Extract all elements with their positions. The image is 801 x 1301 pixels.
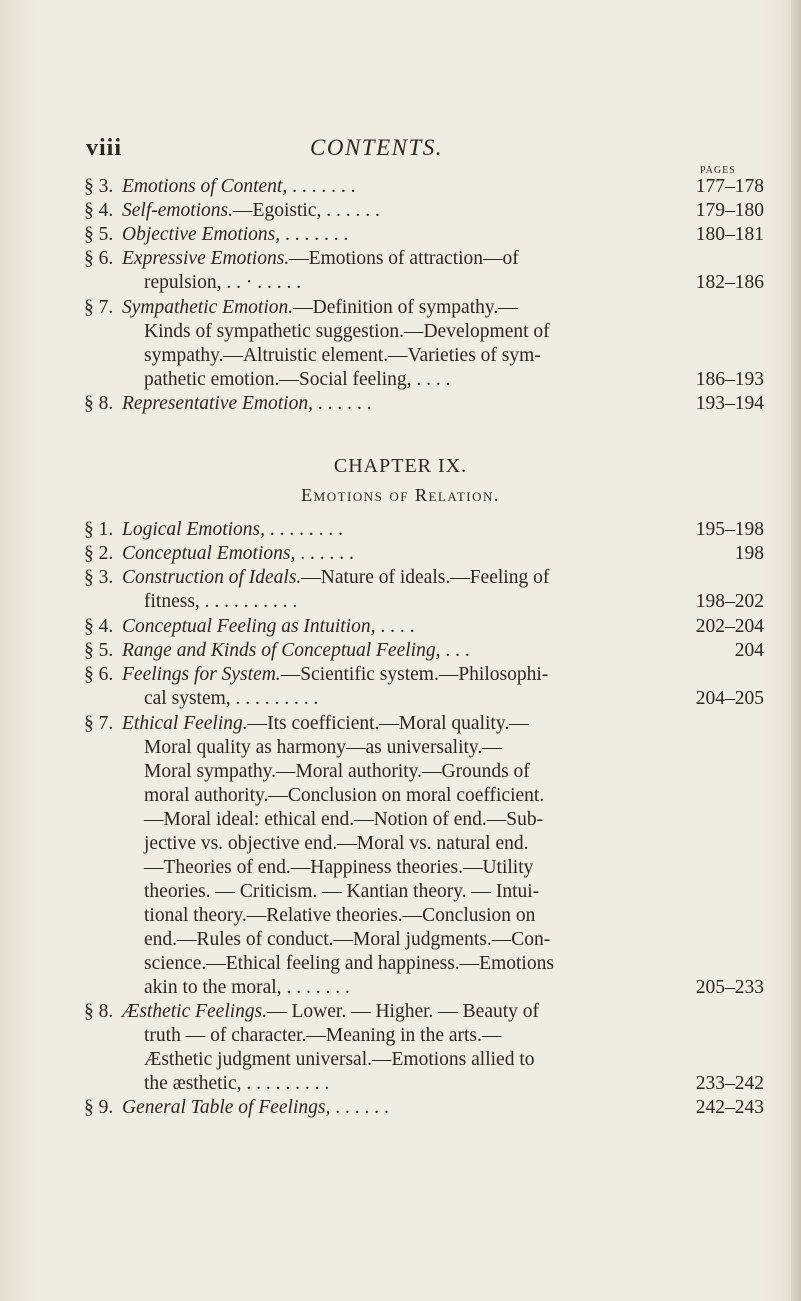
section-number: § 3. bbox=[84, 176, 114, 197]
section-number: § 4. bbox=[84, 616, 114, 637]
entry-description: —Scientific system.—Philosophi- bbox=[280, 664, 549, 685]
entry-text bbox=[122, 713, 692, 735]
entry-description: —Egoistic, bbox=[233, 200, 322, 221]
entry-title: Feelings for System. bbox=[122, 664, 281, 685]
entry-text bbox=[122, 519, 692, 541]
entry-continuation: jective vs. objective end.—Moral vs. natural end. bbox=[144, 833, 529, 854]
page-range: 180–181 bbox=[695, 224, 764, 245]
page-range: 202–204 bbox=[695, 616, 764, 637]
page-range: 186–193 bbox=[695, 369, 764, 390]
leader-dots: . . . . . . . . bbox=[269, 519, 344, 540]
entry-text bbox=[122, 224, 692, 246]
entry-continuation: sympathy.—Altruistic element.—Varieties of sym- bbox=[144, 345, 541, 366]
leader-dots: . . . . . . . bbox=[285, 224, 349, 245]
leader-dots: . . . . . . bbox=[335, 1097, 389, 1118]
page-range: 198 bbox=[734, 543, 764, 564]
page-range: 204–205 bbox=[695, 688, 764, 709]
entry-text bbox=[122, 200, 692, 222]
entry-text bbox=[122, 1001, 692, 1023]
entry-text bbox=[122, 248, 692, 270]
entry-title: Self-emotions. bbox=[122, 200, 234, 221]
entry-continuation: repulsion, . . · . . . . . bbox=[144, 272, 302, 293]
entry-description: —Its coefficient.—Moral quality.— bbox=[247, 713, 529, 734]
page-range: 182–186 bbox=[695, 272, 764, 293]
page-range: 233–242 bbox=[695, 1073, 764, 1094]
entry-text bbox=[122, 393, 692, 415]
section-number: § 8. bbox=[84, 1001, 114, 1022]
section-number: § 2. bbox=[84, 543, 114, 564]
pages-column-label: PAGES bbox=[700, 165, 736, 176]
page-range: 242–243 bbox=[695, 1097, 764, 1118]
entry-description: —Emotions of attraction—of bbox=[289, 248, 519, 269]
chapter-heading: CHAPTER IX. bbox=[333, 455, 468, 477]
page-range: 205–233 bbox=[695, 977, 764, 998]
entry-continuation: end.—Rules of conduct.—Moral judgments.—Con- bbox=[144, 929, 551, 950]
entry-title: Conceptual Emotions, bbox=[122, 543, 296, 564]
entry-title: Objective Emotions, bbox=[122, 224, 281, 245]
entry-continuation: Moral sympathy.—Moral authority.—Grounds of bbox=[144, 761, 530, 782]
section-number: § 6. bbox=[84, 664, 114, 685]
entry-title: Expressive Emotions. bbox=[122, 248, 290, 269]
page-range: 195–198 bbox=[695, 519, 764, 540]
page-range: 204 bbox=[734, 640, 764, 661]
section-number: § 5. bbox=[84, 224, 114, 245]
entry-continuation: theories. — Criticism. — Kantian theory. — Intui- bbox=[144, 881, 540, 902]
entry-continuation: pathetic emotion.—Social feeling, . . . . bbox=[144, 369, 451, 390]
entry-description: —Nature of ideals.—Feeling of bbox=[301, 567, 550, 588]
leader-dots: . . . . . . . . . bbox=[246, 1073, 330, 1094]
entry-title: Sympathetic Emotion. bbox=[122, 297, 294, 318]
leader-dots: . . . . . . bbox=[317, 393, 372, 414]
entry-title: Range and Kinds of Conceptual Feeling, bbox=[122, 640, 441, 661]
section-number: § 8. bbox=[84, 393, 114, 414]
entry-title: Logical Emotions, bbox=[122, 519, 266, 540]
entry-text bbox=[122, 1097, 692, 1119]
leader-dots: . . . . . . . . . bbox=[235, 688, 319, 709]
entry-title: Ethical Feeling. bbox=[122, 713, 248, 734]
page-number: viii bbox=[86, 135, 123, 161]
entry-continuation: Kinds of sympathetic suggestion.—Development of bbox=[144, 321, 550, 342]
section-number: § 7. bbox=[84, 713, 114, 734]
entry-text bbox=[122, 297, 692, 319]
entry-title: General Table of Feelings, bbox=[122, 1097, 331, 1118]
entry-text bbox=[122, 616, 692, 638]
leader-dots: . . · . . . . . bbox=[226, 272, 302, 293]
page-range: 177–178 bbox=[695, 176, 764, 197]
chapter-subheading: Emotions of Relation. bbox=[301, 485, 500, 505]
entry-text bbox=[122, 567, 692, 589]
entry-continuation: truth — of character.—Meaning in the arts.— bbox=[144, 1025, 502, 1046]
page-edge bbox=[791, 0, 801, 1301]
page-range: 198–202 bbox=[695, 591, 764, 612]
entry-continuation: moral authority.—Conclusion on moral coefficient. bbox=[144, 785, 545, 806]
entry-continuation: tional theory.—Relative theories.—Conclusion on bbox=[144, 905, 536, 926]
leader-dots: . . . . . . bbox=[326, 200, 380, 221]
entry-text bbox=[122, 543, 692, 565]
section-number: § 5. bbox=[84, 640, 114, 661]
entry-continuation: the æsthetic, . . . . . . . . . bbox=[144, 1073, 330, 1094]
entry-description: — Lower. — Higher. — Beauty of bbox=[267, 1001, 540, 1022]
page-range: 179–180 bbox=[695, 200, 764, 221]
section-number: § 9. bbox=[84, 1097, 114, 1118]
entry-continuation: —Moral ideal: ethical end.—Notion of end.—Sub- bbox=[144, 809, 544, 830]
entry-continuation: cal system, . . . . . . . . . bbox=[144, 688, 319, 709]
entry-title: Representative Emotion, bbox=[122, 393, 313, 414]
section-number: § 6. bbox=[84, 248, 114, 269]
page-range: 193–194 bbox=[695, 393, 764, 414]
leader-dots: . . . . bbox=[380, 616, 415, 637]
entry-title: Construction of Ideals. bbox=[122, 567, 302, 588]
entry-continuation: science.—Ethical feeling and happiness.—Emotions bbox=[144, 953, 554, 974]
entry-text bbox=[122, 640, 692, 662]
entry-continuation: akin to the moral, . . . . . . . bbox=[144, 977, 350, 998]
section-number: § 7. bbox=[84, 297, 114, 318]
leader-dots: . . . . bbox=[416, 369, 451, 390]
entry-title: Emotions of Content, bbox=[122, 176, 288, 197]
section-number: § 3. bbox=[84, 567, 114, 588]
leader-dots: . . . . . . . . . . bbox=[204, 591, 298, 612]
entry-title: Æsthetic Feelings. bbox=[122, 1001, 268, 1022]
entry-text bbox=[122, 176, 692, 198]
entry-continuation: —Theories of end.—Happiness theories.—Utility bbox=[144, 857, 534, 878]
section-number: § 1. bbox=[84, 519, 114, 540]
entry-continuation: fitness, . . . . . . . . . . bbox=[144, 591, 298, 612]
leader-dots: . . . bbox=[445, 640, 470, 661]
leader-dots: . . . . . . . bbox=[292, 176, 356, 197]
entry-continuation: Moral quality as harmony—as universality.— bbox=[144, 737, 502, 758]
leader-dots: . . . . . . bbox=[300, 543, 354, 564]
entry-continuation: Æsthetic judgment universal.—Emotions allied to bbox=[144, 1049, 535, 1070]
leader-dots: . . . . . . . bbox=[286, 977, 350, 998]
section-number: § 4. bbox=[84, 200, 114, 221]
entry-description: —Definition of sympathy.— bbox=[293, 297, 518, 318]
running-title: CONTENTS. bbox=[310, 135, 444, 160]
entry-title: Conceptual Feeling as Intuition, bbox=[122, 616, 376, 637]
entry-text bbox=[122, 664, 692, 686]
